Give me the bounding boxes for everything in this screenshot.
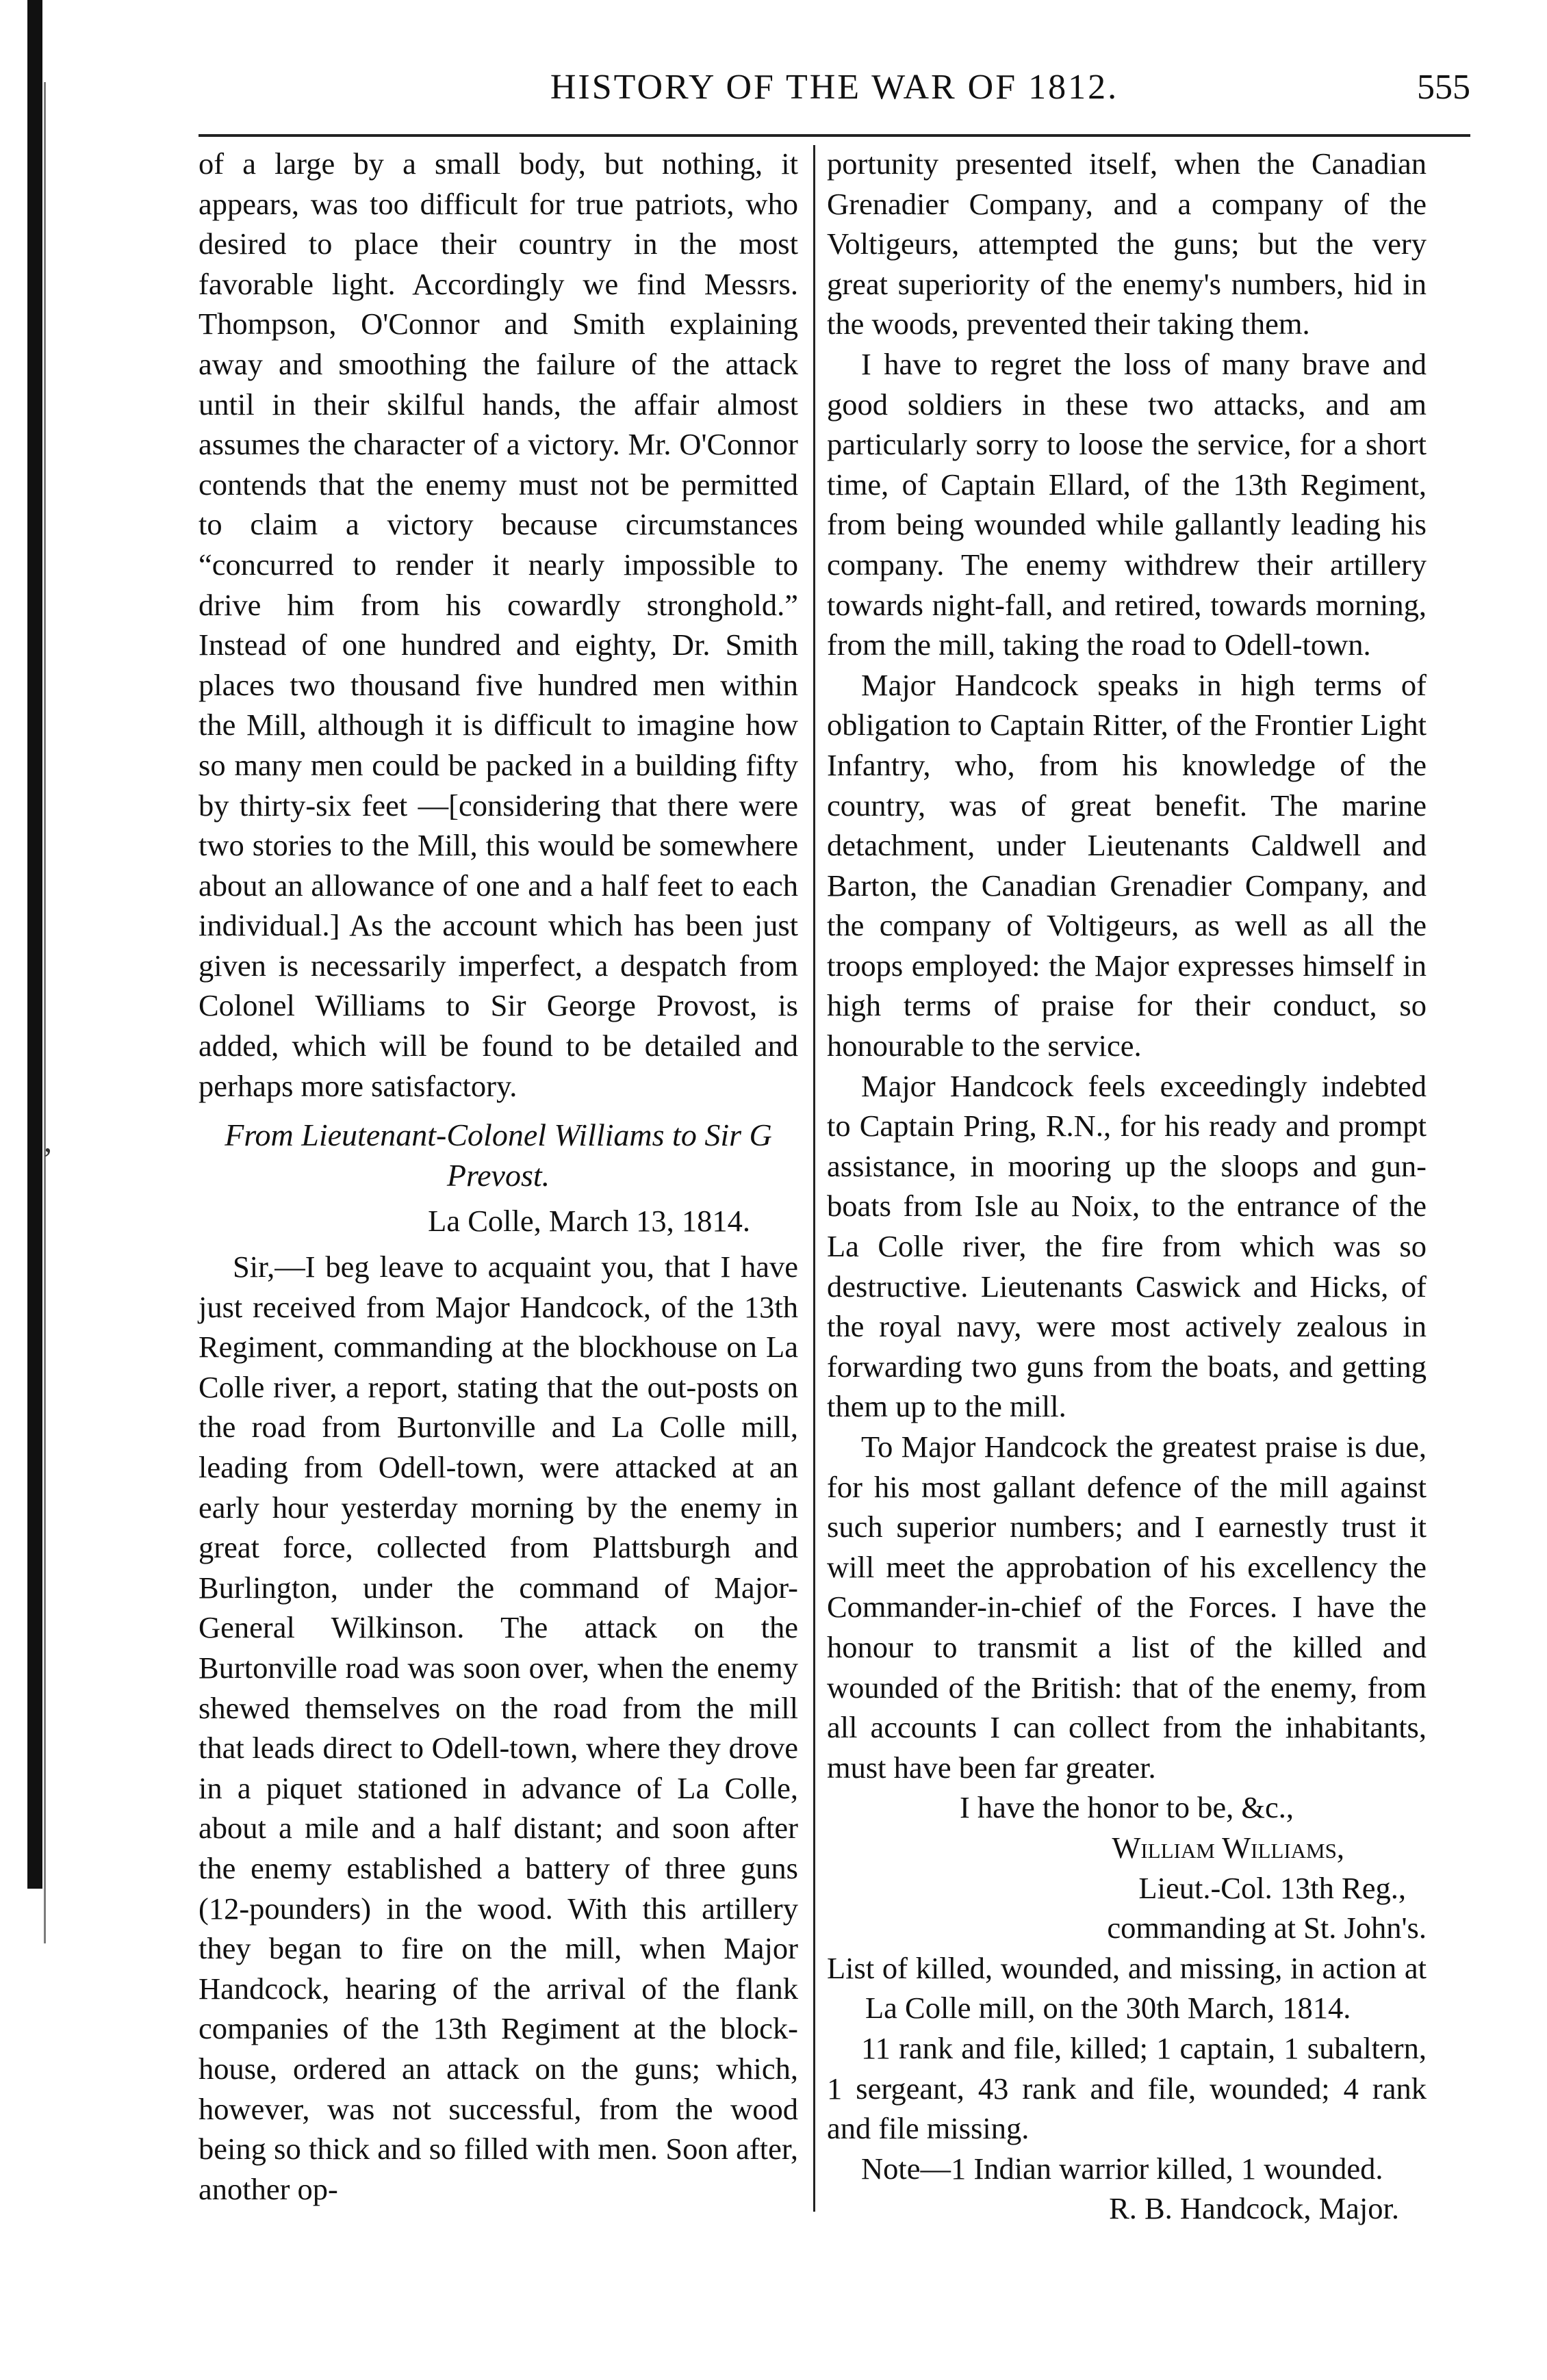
- right-paragraph-4: Major Handcock feels exceedingly indebted to Captain Pring, R.N., for his ready and prompt assistance, in mooring up the sloops and gun-boats from Isle au Noix, to the entrance of the La Colle river, the fire from which was so destructive. Lieutenants Caswick and Hicks, of the royal navy, were most actively zealous in forwarding two guns from the boats, and getting them up to the mill.: [827, 1068, 1427, 1424]
- right-column: [827, 144, 1427, 2229]
- page-edge-line: [44, 82, 46, 1943]
- margin-mark: ,: [44, 1123, 52, 1159]
- left-paragraph-1: of a large by a small body, but nothing, it appears, was too difficult for true patriots, who desired to place their country in the most favorable light. Accordingly we find Messrs. Thompson, O'Connor and Smith explaining away and smoothing the failure of the attack until in their skilful hands, the affair almost assumes the character of a victory. Mr. O'Connor contends that the enemy must not be permitted to claim a victory because circumstances “concurred to render it nearly impossible to drive him from his cowardly stronghold.” Instead of one hundred and eighty, Dr. Smith places two thousand five hundred men within the Mill, although it is difficult to imagine how so many men could be packed in a building fifty by thirty-six feet —[considering that there were two stories to the Mill, this would be somewhere about an allowance of one and a half feet to each individual.] As the account which has been just given is necessarily imperfect, a despatch from Colonel Williams to Sir George Provost, is added, which will be found to be detailed and perhaps more satisfactory.: [199, 146, 798, 1103]
- note-signature: R. B. Handcock, Major.: [1109, 2191, 1399, 2226]
- left-column: [199, 144, 798, 2209]
- right-paragraph-3: Major Handcock speaks in high terms of obligation to Captain Ritter, of the Frontier Light Infantry, who, from his knowledge of the country, was of great benefit. The marine detachment, under Lieutenants Caldwell and Barton, the Canadian Grenadier Company, and the company of Voltigeurs, as well as all the troops employed: the Major expresses himself in high terms of praise for their conduct, so honourable to the service.: [827, 667, 1427, 1063]
- casualty-list: 11 rank and file, killed; 1 captain, 1 subaltern, 1 sergeant, 43 rank and file, wounded; 4 rank and file missing.: [827, 2030, 1427, 2146]
- letter-heading: From Lieutenant-Colonel Williams to Sir G Prevost.: [225, 1117, 772, 1193]
- column-divider: [813, 145, 815, 2212]
- letter-closing: I have the honor to be, &c.,: [959, 1790, 1294, 1825]
- casualty-list-heading: List of killed, wounded, and missing, in action at La Colle mill, on the 30th March, 1814.: [827, 1950, 1427, 2026]
- right-paragraph-2: I have to regret the loss of many brave and good soldiers in these two attacks, and am particularly sorry to loose the service, for a short time, of Captain Ellard, of the 13th Regiment, from being wounded while gallantly leading his company. The enemy withdrew their artillery towards night-fall, and retired, towards morning, from the mill, taking the road to Odell-town.: [827, 346, 1427, 662]
- signature-name: William Williams,: [1112, 1830, 1344, 1865]
- right-paragraph-5: To Major Handcock the greatest praise is due, for his most gallant defence of the mill against such superior numbers; and I earnestly trust it will meet the approbation of his excellency the Commander-in-chief of the Forces. I have the honour to transmit a list of the killed and wounded of the British: that of the enemy, from all accounts I can collect from the inhabitants, must have been far greater.: [827, 1430, 1427, 1785]
- running-title: HISTORY OF THE WAR OF 1812.: [550, 68, 1119, 107]
- page-number: 555: [1417, 68, 1470, 107]
- running-head: [199, 67, 1470, 122]
- header-rule: [199, 134, 1470, 137]
- letter-dateline: La Colle, March 13, 1814.: [428, 1204, 750, 1239]
- signature-post: commanding at St. John's.: [1107, 1911, 1427, 1945]
- right-paragraph-1: portunity presented itself, when the Canadian Grenadier Company, and a company of the Voltigeurs, attempted the guns; but the very great superiority of the enemy's numbers, hid in the woods, prevented their taking them.: [827, 146, 1427, 341]
- page-edge-shadow: [27, 0, 42, 1889]
- signature-rank: Lieut.-Col. 13th Reg.,: [1138, 1870, 1406, 1905]
- letter-paragraph-1: Sir,—I beg leave to acquaint you, that I have just received from Major Handcock, of the 13th Regiment, commanding at the blockhouse on La Colle river, a report, stating that the out-posts on the road from Burtonville and La Colle mill, leading from Odell-town, were attacked at an early hour yesterday morning by the enemy in great force, collected from Plattsburgh and Burlington, under the command of Major-General Wilkinson. The attack on the Burtonville road was soon over, when the enemy shewed themselves on the road from the mill that leads direct to Odell-town, where they drove in a piquet stationed in advance of La Colle, about a mile and a half distant; and soon after the enemy established a battery of three guns (12-pounders) in the wood. With this artillery they began to fire on the mill, when Major Handcock, hearing of the arrival of the flank companies of the 13th Regiment at the block-house, ordered an attack on the guns; which, however, was not successful, from the wood being so thick and so filled with men. Soon after, another op-: [199, 1250, 798, 2206]
- casualty-note: Note—1 Indian warrior killed, 1 wounded.: [861, 2151, 1383, 2186]
